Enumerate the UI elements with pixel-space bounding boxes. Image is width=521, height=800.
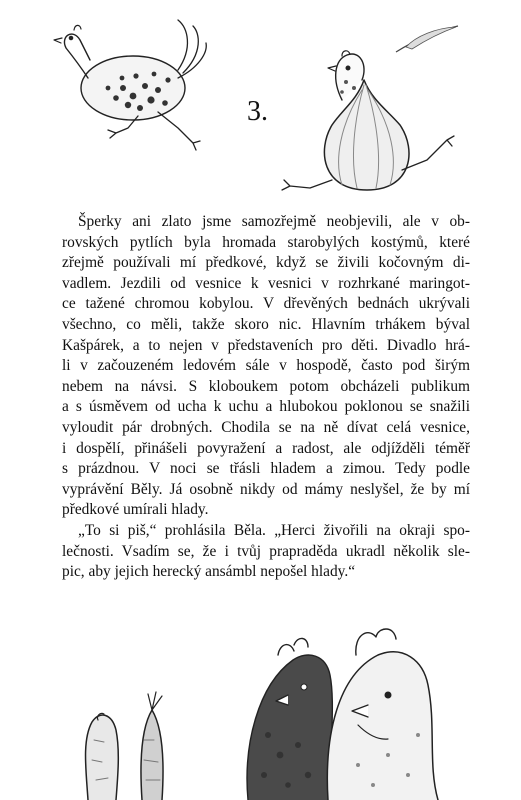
text-line: a s úsměvem od ucha k uchu a hlubokou poklonou se snažili bbox=[62, 398, 470, 416]
text-line: s prázdnou. V noci se třásli hladem a zimou. Tedy podle bbox=[62, 460, 470, 478]
text-line: „To si piš,“ prohlásila Běla. „Herci živořili na okraji spo- bbox=[78, 521, 470, 539]
text-line: Kašpárek, a to nejen v představeních pro děti. Divadlo hrá- bbox=[62, 336, 470, 354]
text-line: lečnosti. Vsadím se, že i tvůj prapraděda ukradl několik sle- bbox=[62, 542, 470, 560]
vegetables-illustration bbox=[68, 690, 188, 800]
text-line: rovských pytlích byla hromada starobylých kostýmů, které bbox=[62, 233, 470, 251]
text-line: li v začouzeném ledovém sále v hospodě, často pod širým bbox=[62, 357, 470, 375]
chapter-number: 3. bbox=[247, 96, 268, 127]
hen-with-garlic-illustration bbox=[262, 40, 472, 200]
text-line: vyprávění Běly. Já osobně nikdy od mámy neslyšel, že by mí bbox=[62, 480, 470, 498]
text-line: Šperky ani zlato jsme samozřejmě neobjevili, ale v ob- bbox=[78, 213, 470, 230]
text-line: vadlem. Jezdili od vesnice k vesnici v rozhrkané maringot- bbox=[62, 274, 470, 292]
paragraph-2 bbox=[62, 521, 470, 583]
text-line: předkové umírali hlady. bbox=[62, 501, 209, 519]
text-line: všechno, co měli, takže skoro nic. Hlavním trhákem býval bbox=[62, 315, 470, 333]
text-line: nebem na návsi. S kloboukem potom obcházeli publikum bbox=[62, 377, 470, 395]
text-line: vyloudit pár drobných. Chodila se na ně dívat celá vesnice, bbox=[62, 418, 470, 436]
paragraph-1 bbox=[62, 212, 470, 521]
chapter-text bbox=[62, 212, 470, 583]
running-hen-illustration bbox=[28, 8, 228, 158]
text-line: pic, aby jejich herecký ansámbl nepošel hlady.“ bbox=[62, 563, 356, 581]
text-line: i dospělí, přinášeli povyražení a radost, ale odjížděli téměř bbox=[62, 439, 470, 457]
text-line: ce tažené chromou kobylou. V dřevěných bednách ukrývali bbox=[62, 295, 470, 313]
text-line: zřejmě používali mí předkové, když se živili kočovným di- bbox=[62, 254, 470, 272]
hens-illustration bbox=[238, 615, 468, 800]
